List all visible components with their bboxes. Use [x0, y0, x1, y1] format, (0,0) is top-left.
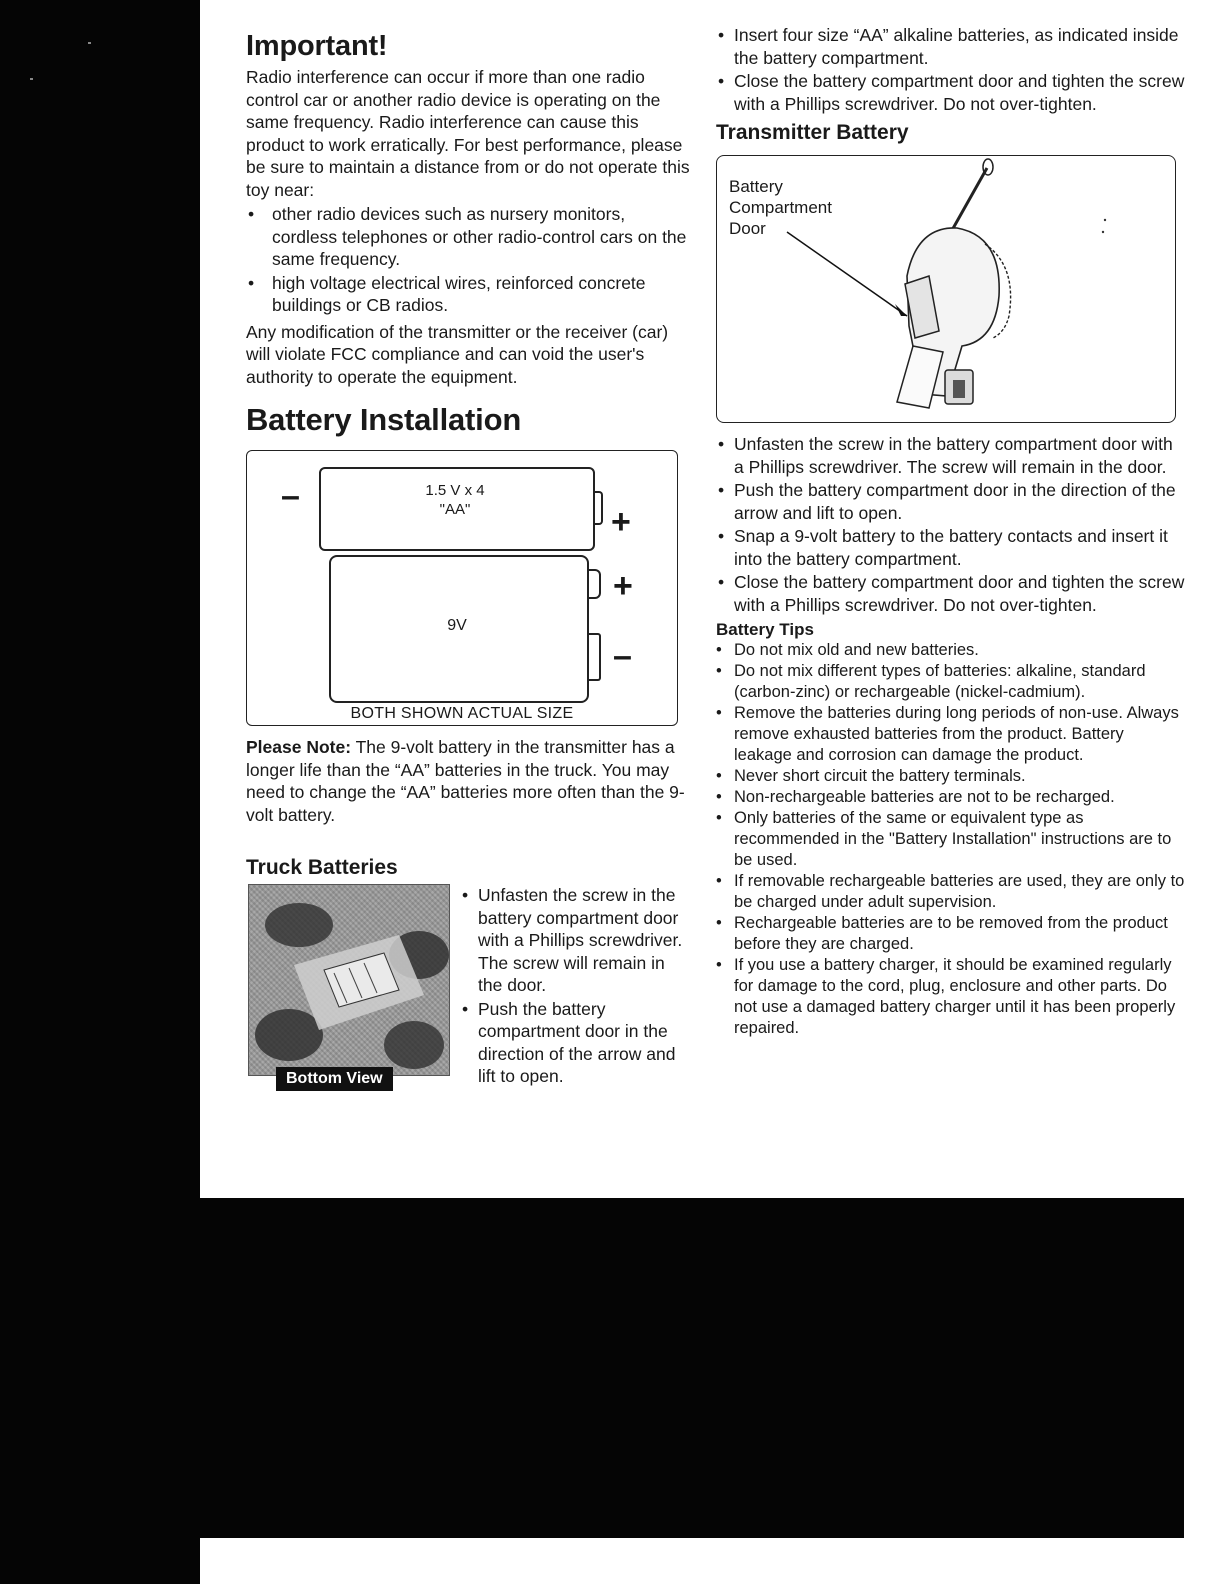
- list-item: • high voltage electrical wires, reinforced concrete buildings or CB radios.: [246, 272, 692, 317]
- important-heading: Important!: [246, 30, 388, 62]
- battery-tips-heading: Battery Tips: [716, 620, 814, 639]
- interference-list: [246, 203, 692, 317]
- list-item: • Rechargeable batteries are to be removed from the product before they are charged.: [716, 913, 1186, 955]
- nine-volt-positive-terminal: [587, 569, 601, 599]
- list-item: • other radio devices such as nursery monitors, cordless telephones or other radio-control cars on the same frequency.: [246, 203, 692, 271]
- aa-plus-sign: +: [611, 503, 631, 541]
- nine-volt-label: 9V: [447, 617, 467, 634]
- please-note-text: The 9-volt battery in the transmitter has a longer life than the “AA” batteries in the truck. You may need to change the “AA” batteries more often than the 9-volt battery.: [246, 737, 685, 825]
- fcc-warning: Any modification of the transmitter or the receiver (car) will violate FCC compliance and can void the user's authority to operate the equipment.: [246, 321, 669, 387]
- transmitter-illustration: [717, 156, 1175, 422]
- left-column: [246, 26, 692, 1116]
- list-item: • Push the battery compartment door in the direction of the arrow and lift to open.: [460, 998, 692, 1088]
- list-item: • Unfasten the screw in the battery compartment door with a Phillips screwdriver. The screw will remain in the door.: [716, 433, 1186, 478]
- transmitter-diagram: [716, 155, 1176, 423]
- list-item: • Non-rechargeable batteries are not to be recharged.: [716, 787, 1186, 808]
- nine-volt-minus-sign: –: [613, 637, 632, 675]
- truck-steps-list: [460, 884, 692, 1088]
- list-item: • If you use a battery charger, it should be examined regularly for damage to the cord, plug, enclosure and other parts. Do not use a damaged battery charger until it has been properly repaired.: [716, 955, 1186, 1039]
- aa-install-steps: [716, 24, 1186, 115]
- nine-volt-negative-terminal: [587, 633, 601, 681]
- list-item: • Remove the batteries during long periods of non-use. Always remove exhausted batteries from the product. Battery leakage and corrosion can damage the product.: [716, 703, 1186, 766]
- callout-leader-line: [787, 232, 907, 316]
- battery-size-diagram: [246, 450, 678, 726]
- open-door-panel-icon: [897, 346, 943, 408]
- list-item: • Do not mix old and new batteries.: [716, 640, 1186, 661]
- bottom-view-caption: Bottom View: [276, 1067, 393, 1091]
- please-note-label: Please Note:: [246, 737, 352, 757]
- transmitter-steps: [716, 433, 1186, 616]
- list-item: • Snap a 9-volt battery to the battery contacts and insert it into the battery compartment.: [716, 525, 1186, 570]
- interference-intro: Radio interference can occur if more than one radio control car or another radio device is operating on the same frequency. Radio interference can cause this product to work erratically. For best performance, please be sure to maintain a distance from or do not operate this toy near:: [246, 67, 690, 200]
- aa-voltage-label: 1.5 V x 4: [425, 482, 485, 499]
- transmitter-battery-heading: Transmitter Battery: [716, 121, 909, 144]
- list-item: • If removable rechargeable batteries are used, they are only to be charged under adult supervision.: [716, 871, 1186, 913]
- list-item: • Insert four size “AA” alkaline batteries, as indicated inside the battery compartment.: [716, 24, 1186, 69]
- aa-terminal-outline: [593, 491, 603, 525]
- callout-line-2: Compartment: [729, 198, 832, 217]
- aa-minus-sign: –: [281, 477, 300, 515]
- list-item: • Unfasten the screw in the battery compartment door with a Phillips screwdriver. The screw will remain in the door.: [460, 884, 692, 997]
- truck-batteries-heading: Truck Batteries: [246, 856, 398, 879]
- aa-size-label: "AA": [439, 501, 471, 518]
- list-item: • Close the battery compartment door and tighten the screw with a Phillips screwdriver. Do not over-tighten.: [716, 70, 1186, 115]
- actual-size-caption: BOTH SHOWN ACTUAL SIZE: [350, 705, 574, 722]
- right-column: [716, 20, 1186, 1043]
- list-item: • Never short circuit the battery terminals.: [716, 766, 1186, 787]
- scan-margin-right: [1184, 1180, 1224, 1538]
- battery-installation-heading: Battery Installation: [246, 402, 522, 437]
- truck-bottom-illustration: [249, 885, 449, 1075]
- list-item: • Only batteries of the same or equivalent type as recommended in the "Battery Installation" instructions are to be used.: [716, 808, 1186, 871]
- callout-line-1: Battery: [729, 177, 783, 196]
- truck-batteries-section: [246, 884, 692, 1116]
- antenna-icon: [951, 168, 987, 232]
- scan-border-left: [0, 0, 200, 1584]
- list-item: • Do not mix different types of batteries: alkaline, standard (carbon-zinc) or rechargeable (nickel-cadmium).: [716, 661, 1186, 703]
- truck-batteries-steps: [460, 884, 692, 1092]
- please-note: [246, 736, 692, 826]
- scan-speck: [30, 78, 33, 80]
- truck-bottom-photo: [248, 884, 450, 1076]
- callout-arrowhead: [895, 304, 907, 316]
- scan-speck: [88, 42, 91, 44]
- battery-tips-list: [716, 640, 1186, 1039]
- list-item: • Close the battery compartment door and tighten the screw with a Phillips screwdriver. Do not over-tighten.: [716, 571, 1186, 616]
- aa-battery-label: [319, 481, 591, 519]
- nine-volt-plus-sign: +: [613, 567, 633, 605]
- list-item: • Push the battery compartment door in the direction of the arrow and lift to open.: [716, 479, 1186, 524]
- callout-line-3: Door: [729, 219, 766, 238]
- scan-border-bottom: [200, 1198, 1184, 1538]
